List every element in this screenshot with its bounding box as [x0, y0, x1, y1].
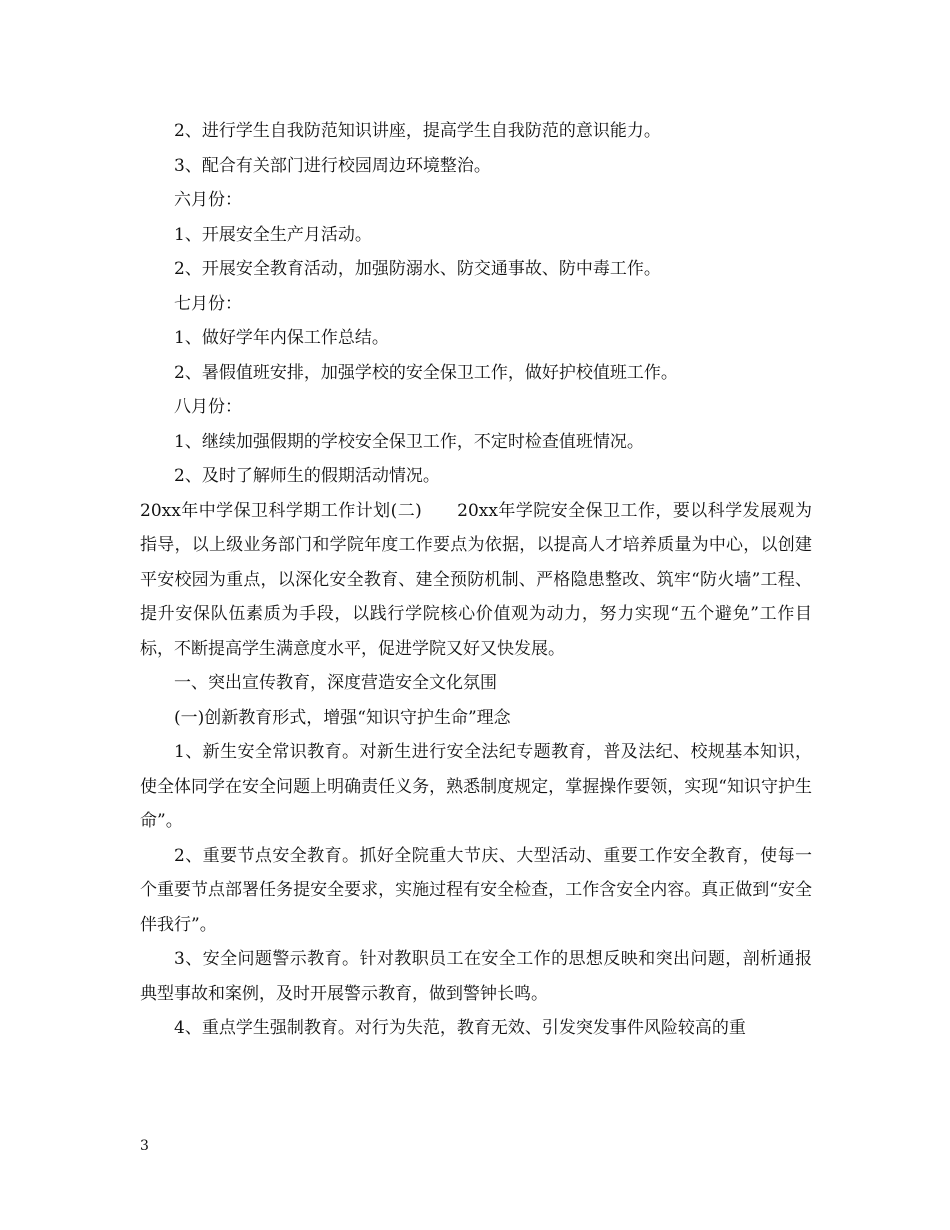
- body-paragraph: 2、重要节点安全教育。抓好全院重大节庆、大型活动、重要工作安全教育，使每一个重要节点部署任务提安全要求，实施过程有安全检查，工作含安全内容。真正做到“安全伴我行”。: [140, 845, 812, 935]
- body-paragraph: 3、安全问题警示教育。针对教职员工在安全工作的思想反映和突出问题，剖析通报典型事故和案例，及时开展警示教育，做到警钟长鸣。: [140, 949, 812, 1004]
- subsection-heading: (一)创新教育形式，增强“知识守护生命”理念: [174, 707, 511, 728]
- list-item: 3、配合有关部门进行校园周边环境整治。: [174, 155, 491, 176]
- list-item: 2、及时了解师生的假期活动情况。: [174, 466, 440, 486]
- list-item: 2、开展安全教育活动，加强防溺水、防交通事故、防中毒工作。: [174, 259, 661, 279]
- section-heading-june: 六月份：: [174, 190, 242, 210]
- body-paragraph: 1、新生安全常识教育。对新生进行安全法纪专题教育，普及法纪、校规基本知识，使全体同学在安全问题上明确责任义务，熟悉制度规定，掌握操作要领，实现“知识守护生命”。: [140, 742, 812, 831]
- list-item: 2、暑假值班安排，加强学校的安全保卫工作，做好护校值班工作。: [174, 362, 678, 383]
- body-paragraph: 4、重点学生强制教育。对行为失范，教育无效、引发突发事件风险较高的重: [174, 1018, 746, 1038]
- document-body: [140, 114, 812, 1046]
- list-item: 1、开展安全生产月活动。: [174, 224, 372, 245]
- section-heading-august: 八月份：: [174, 397, 242, 417]
- list-item: 2、进行学生自我防范知识讲座，提高学生自我防范的意识能力。: [174, 121, 661, 141]
- section-heading-july: 七月份：: [174, 293, 242, 314]
- list-item: 1、继续加强假期的学校安全保卫工作，不定时检查值班情况。: [174, 431, 644, 452]
- page-number: 3: [140, 1138, 149, 1154]
- list-item: 1、做好学年内保工作总结。: [174, 328, 389, 348]
- section-heading: 一、突出宣传教育，深度营造安全文化氛围: [174, 673, 497, 693]
- intro-paragraph: 20xx年中学保卫科学期工作计划(二) 20xx年学院安全保卫工作，要以科学发展观为指导，以上级业务部门和学院年度工作要点为依据，以提高人才培养质量为中心，以创建平安校园为重点，以深化安全教育、建全预防机制、严格隐患整改、筑牢“防火墙”工程、提升安保队伍素质为手段，以践行学院核心价值观为动力，努力实现“五个避免”工作目标，不断提高学生满意度水平，促进学院又好又快发展。: [140, 500, 812, 659]
